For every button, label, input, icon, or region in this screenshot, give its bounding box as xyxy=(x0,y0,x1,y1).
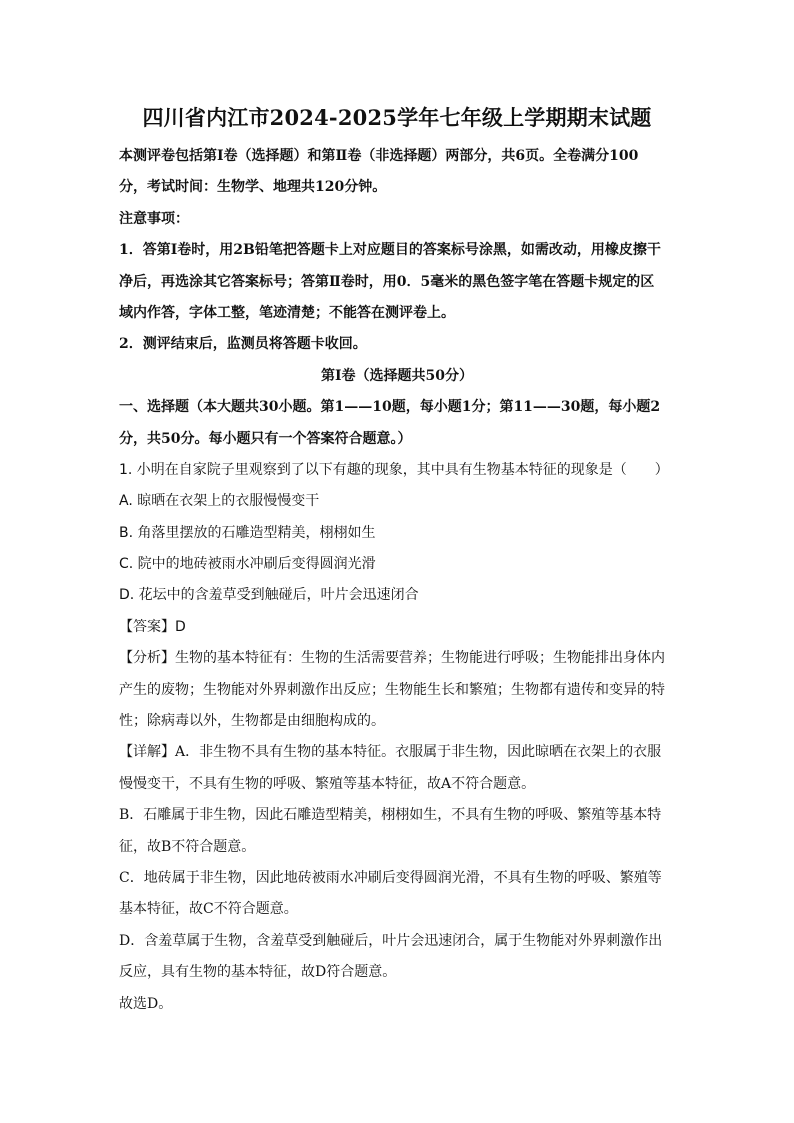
explanation-line-4: 征，故B不符合题意。 xyxy=(119,838,256,855)
notice-line-3: 域内作答，字体工整，笔迹清楚；不能答在测评卷上。 xyxy=(119,304,455,321)
notice-line-4: 2．测评结束后，监测员将答题卡收回。 xyxy=(119,336,367,353)
analysis-line-2: 产生的废物；生物能对外界刺激作出反应；生物能生长和繁殖；生物都有遗传和变异的特 xyxy=(119,681,665,698)
notice-heading: 注意事项： xyxy=(119,210,189,227)
explanation-line-7: D．含羞草属于生物，含羞草受到触碰后，叶片会迅速闭合，属于生物能对外界刺激作出 xyxy=(119,932,663,949)
option-d: D. 花坛中的含羞草受到触碰后，叶片会迅速闭合 xyxy=(119,587,419,604)
part-heading-line-2: 分，共50分。每小题只有一个答案符合题意。） xyxy=(119,430,412,447)
analysis-line-3: 性；除病毒以外，生物都是由细胞构成的。 xyxy=(119,713,385,730)
page-title: 四川省内江市2024-2025学年七年级上学期期末试题 xyxy=(142,105,652,130)
explanation-line-1: 【详解】A．非生物不具有生物的基本特征。衣服属于非生物，因此晾晒在衣架上的衣服 xyxy=(119,744,662,761)
explanation-line-8: 反应，具有生物的基本特征，故D符合题意。 xyxy=(119,964,397,981)
option-b: B. 角落里摆放的石雕造型精美，栩栩如生 xyxy=(119,524,376,541)
explanation-line-2: 慢慢变干，不具有生物的呼吸、繁殖等基本特征，故A不符合题意。 xyxy=(119,775,536,792)
intro-line-2: 分，考试时间：生物学、地理共120分钟。 xyxy=(119,179,387,196)
explanation-line-5: C．地砖属于非生物，因此地砖被雨水冲刷后变得圆润光滑，不具有生物的呼吸、繁殖等 xyxy=(119,869,662,886)
conclusion-line: 故选D。 xyxy=(119,995,173,1012)
explanation-line-6: 基本特征，故C不符合题意。 xyxy=(119,901,298,918)
option-c: C. 院中的地砖被雨水冲刷后变得圆润光滑 xyxy=(119,556,376,573)
notice-line-2: 净后，再选涂其它答案标号；答第Ⅱ卷时，用0．5毫米的黑色签字笔在答题卡规定的区 xyxy=(119,273,655,290)
intro-line-1: 本测评卷包括第Ⅰ卷（选择题）和第Ⅱ卷（非选择题）两部分，共6页。全卷满分100 xyxy=(119,148,639,164)
document-body xyxy=(119,141,675,1020)
section-title: 第Ⅰ卷（选择题共50分） xyxy=(320,367,474,384)
analysis-line-1: 【分析】生物的基本特征有：生物的生活需要营养；生物能进行呼吸；生物能排出身体内 xyxy=(119,650,665,667)
option-a: A. 晾晒在衣架上的衣服慢慢变干 xyxy=(119,493,320,510)
explanation-line-3: B．石雕属于非生物，因此石雕造型精美，栩栩如生，不具有生物的呼吸、繁殖等基本特 xyxy=(119,807,662,824)
part-heading-line-1: 一、选择题（本大题共30小题。第1——10题，每小题1分；第11——30题，每小题2 xyxy=(119,399,661,416)
question-stem: 1. 小明在自家院子里观察到了以下有趣的现象，其中具有生物基本特征的现象是（ ） xyxy=(119,461,669,478)
notice-line-1: 1．答第Ⅰ卷时，用2B铅笔把答题卡上对应题目的答案标号涂黑，如需改动，用橡皮擦干 xyxy=(119,242,661,259)
answer-line: 【答案】D xyxy=(119,618,186,635)
